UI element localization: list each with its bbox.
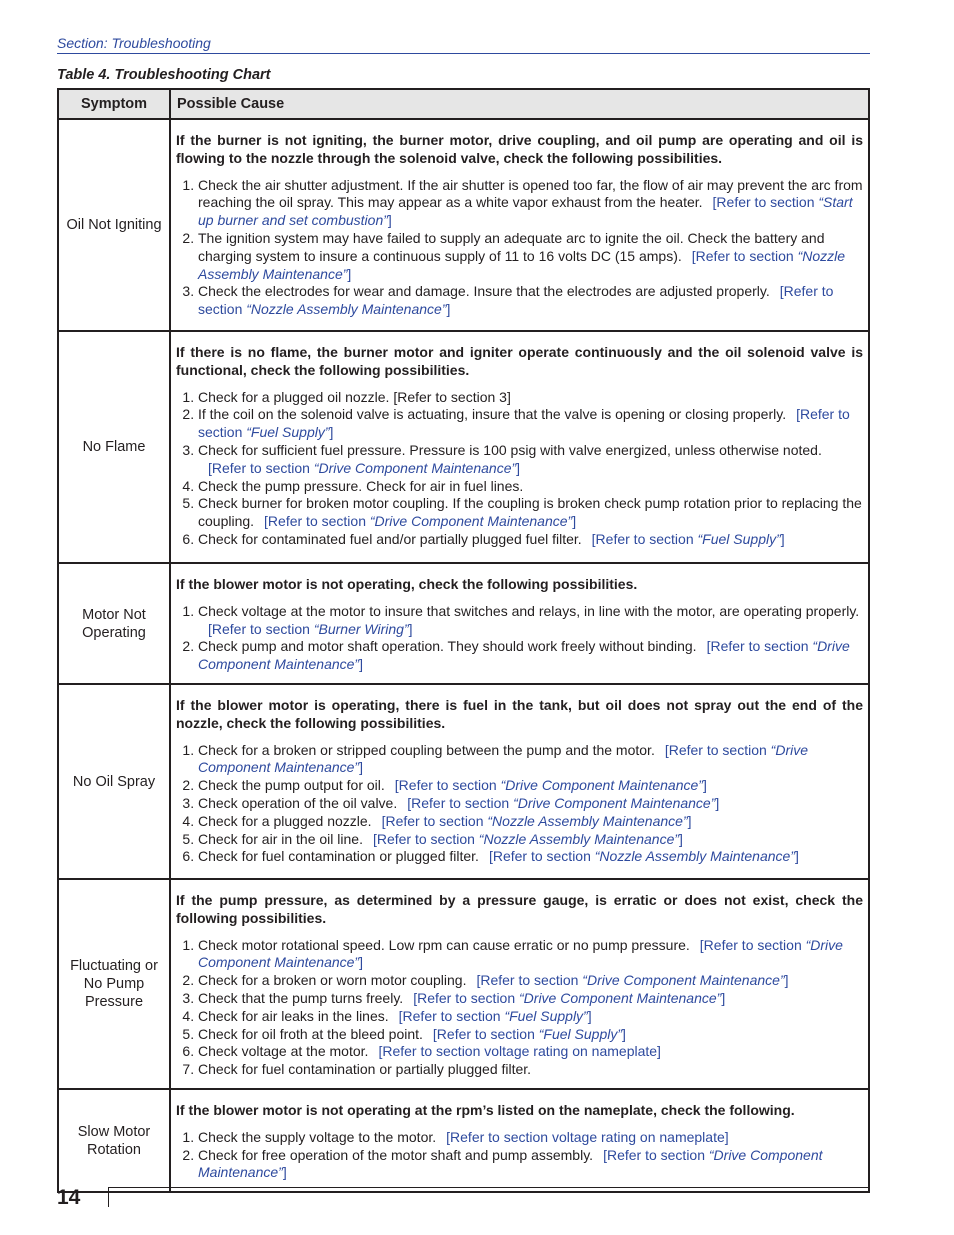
cause-list (176, 177, 863, 319)
list-item (198, 990, 863, 1008)
reference-prefix: [Refer to section (381, 812, 488, 829)
item-text: Check the pump pressure. Check for air in fuel lines. (198, 477, 524, 494)
cause-intro: If the pump pressure, as determined by a pressure gauge, is erratic or does not exist, check the following possibilities. (176, 892, 863, 926)
reference-prefix: [Refer to section (699, 936, 806, 953)
table-body (58, 119, 869, 1192)
item-text: Check for fuel contamination or partially plugged filter. (198, 1061, 532, 1078)
list-item (198, 1043, 863, 1061)
item-text: Check for air in the oil line. (198, 830, 363, 847)
cause-intro: If the burner is not igniting, the burner motor, drive coupling, and oil pump are operating and oil is flowing to the nozzle through the solenoid valve, check the following possibilities. (176, 132, 863, 166)
list-item (198, 638, 863, 674)
possible-cause-cell (170, 879, 869, 1089)
list-item (198, 1026, 863, 1044)
section-reference (407, 795, 719, 811)
symptom-cell: Fluctuating or No Pump Pressure (58, 879, 170, 1089)
reference-prefix: [Refer to section (476, 972, 583, 989)
section-header: Section: Troubleshooting (57, 35, 870, 54)
symptom-cell: No Oil Spray (58, 684, 170, 879)
item-text: Check for oil froth at the bleed point. (198, 1025, 423, 1042)
list-item (198, 442, 863, 478)
item-text: Check the electrodes for wear and damage. Insure that the electrodes are adjusted properly. (198, 283, 770, 300)
item-text: Check motor rotational speed. Low rpm can cause erratic or no pump pressure. (198, 936, 690, 953)
section-reference (373, 831, 683, 847)
reference-suffix: ] (721, 989, 726, 1006)
cause-intro: If the blower motor is operating, there is fuel in the tank, but oil does not spray out the end of the nozzle, check the following possibilities. (176, 697, 863, 731)
item-text: If the coil on the solenoid valve is actuating, insure that the valve is opening or closing properly. (198, 406, 787, 423)
reference-suffix: ] (784, 972, 789, 989)
possible-cause-cell (170, 1089, 869, 1192)
possible-cause-cell (170, 684, 869, 879)
reference-section-name: “Nozzle Assembly Maintenance” (246, 301, 447, 318)
section-reference (476, 972, 788, 988)
symptom-cell: Slow Motor Rotation (58, 1089, 170, 1192)
reference-prefix: [Refer to section voltage rating on nameplate] (378, 1043, 661, 1060)
list-item (198, 495, 863, 531)
reference-suffix: ] (347, 265, 352, 282)
table-row (58, 1089, 869, 1192)
item-text: Check for air leaks in the lines. (198, 1007, 389, 1024)
section-reference (208, 621, 413, 637)
reference-suffix: ] (408, 620, 413, 637)
item-text: Check burner for broken motor coupling. If the coupling is broken check pump rotation prior to replacing the coupling. (198, 495, 862, 530)
reference-section-name: “Drive Component Maintenance” (369, 513, 573, 530)
item-text: Check for sufficient fuel pressure. Pressure is 100 psig with valve energized, unless otherwise noted. (198, 441, 822, 458)
reference-section-name: “Fuel Supply” (697, 530, 781, 547)
list-item (198, 283, 863, 319)
item-text: Check the air shutter adjustment. If the air shutter is opened too far, the flow of air may prevent the arc from reaching the oil spray. This may appear as a white vapor exhaust from the heater. (198, 176, 863, 211)
list-item (198, 795, 863, 813)
reference-section-name: “Nozzle Assembly Maintenance” (487, 812, 688, 829)
section-reference (382, 813, 692, 829)
reference-section-name: “Drive Component Maintenance” (500, 777, 703, 794)
list-item (198, 177, 863, 230)
list-item (198, 389, 863, 407)
item-text: Check voltage at the motor. (198, 1043, 369, 1060)
possible-cause-cell (170, 331, 869, 563)
reference-suffix: ] (572, 513, 577, 530)
item-text: Check for free operation of the motor shaft and pump assembly. (198, 1146, 594, 1163)
reference-section-name: “Nozzle Assembly Maintenance” (478, 830, 680, 847)
table-row (58, 119, 869, 331)
possible-cause-cell (170, 119, 869, 331)
reference-prefix: [Refer to section (394, 777, 501, 794)
reference-section-name: “Burner Wiring” (313, 620, 409, 637)
section-reference (413, 990, 725, 1006)
cause-list (176, 603, 863, 674)
reference-prefix: [Refer to section (706, 638, 813, 655)
reference-prefix: [Refer to section (198, 283, 834, 318)
reference-prefix: [Refer to section (407, 794, 514, 811)
list-item (198, 406, 863, 442)
footer-divider-vertical (108, 1187, 109, 1207)
reference-section-name: “Drive Component Maintenance” (519, 989, 722, 1006)
reference-suffix: ] (622, 1025, 626, 1042)
reference-section-name: “Nozzle Assembly Maintenance” (594, 848, 795, 865)
item-text: Check for fuel contamination or plugged filter. (198, 848, 479, 865)
section-reference (378, 1043, 661, 1059)
item-text: Check the supply voltage to the motor. (198, 1128, 437, 1145)
list-item (198, 813, 863, 831)
section-reference (399, 1008, 592, 1024)
symptom-cell: No Flame (58, 331, 170, 563)
reference-prefix: [Refer to section (208, 459, 314, 476)
item-text: Check operation of the oil valve. (198, 794, 398, 811)
table-header-row (58, 89, 869, 119)
section-reference (395, 777, 707, 793)
reference-section-name: “Fuel Supply” (246, 424, 330, 441)
section-reference (208, 460, 520, 476)
reference-prefix: [Refer to section (591, 530, 698, 547)
reference-suffix: ] (687, 812, 692, 829)
item-text: Check for a plugged nozzle. (198, 812, 372, 829)
cause-list (176, 937, 863, 1079)
reference-suffix: ] (282, 1164, 287, 1181)
reference-suffix: ] (359, 954, 363, 971)
reference-section-name: “Fuel Supply” (538, 1025, 623, 1042)
cause-list (176, 1129, 863, 1182)
column-header-possible-cause: Possible Cause (170, 89, 869, 119)
item-text: Check for contaminated fuel and/or partially plugged fuel filter. (198, 530, 582, 547)
reference-prefix: [Refer to section (198, 406, 850, 441)
reference-prefix: [Refer to section (372, 830, 479, 847)
list-item (198, 230, 863, 283)
reference-suffix: ] (780, 530, 785, 547)
list-item (198, 831, 863, 849)
item-text: The ignition system may have failed to supply an adequate arc to ignite the oil. Check the battery and charging system to insure a continuous supply of 11 to 16 volts DC (15 amps). (198, 229, 825, 264)
reference-prefix: [Refer to section (691, 247, 798, 264)
list-item (198, 972, 863, 990)
reference-prefix: [Refer to section (398, 1007, 505, 1024)
list-item (198, 1147, 863, 1183)
section-reference (446, 1129, 729, 1145)
section-reference (264, 513, 576, 529)
cause-intro: If the blower motor is not operating, check the following possibilities. (176, 576, 638, 592)
symptom-cell: Oil Not Igniting (58, 119, 170, 331)
table-caption: Table 4. Troubleshooting Chart (57, 67, 271, 83)
item-text: Check for a broken or stripped coupling between the pump and the motor. (198, 741, 655, 758)
reference-suffix: ] (446, 301, 451, 318)
reference-section-name: “Drive Component Maintenance” (582, 972, 785, 989)
section-reference (433, 1026, 626, 1042)
section-reference (489, 848, 799, 864)
reference-section-name: “Fuel Supply” (504, 1007, 588, 1024)
item-text: Check for a plugged oil nozzle. [Refer to section 3] (198, 388, 511, 405)
list-item (198, 603, 863, 639)
list-item (198, 531, 863, 549)
list-item (198, 848, 863, 866)
item-text: Check voltage at the motor to insure that switches and relays, in line with the motor, are operating properly. (198, 602, 860, 619)
table-row (58, 331, 869, 563)
reference-suffix: ] (587, 1007, 592, 1024)
cause-list (176, 389, 863, 549)
list-item (198, 1008, 863, 1026)
reference-prefix: [Refer to section (264, 513, 370, 530)
reference-prefix: [Refer to section (413, 989, 520, 1006)
list-item (198, 1129, 863, 1147)
reference-suffix: ] (387, 212, 392, 229)
column-header-symptom: Symptom (58, 89, 170, 119)
reference-suffix: ] (715, 794, 720, 811)
reference-suffix: ] (359, 656, 363, 673)
list-item (198, 1061, 863, 1079)
list-item (198, 742, 863, 778)
cause-list (176, 742, 863, 867)
troubleshooting-table (57, 88, 870, 1193)
item-text: Check pump and motor shaft operation. They should work freely without binding. (198, 638, 697, 655)
reference-section-name: “Drive Component Maintenance” (198, 1146, 823, 1181)
table-row (58, 879, 869, 1089)
list-item (198, 478, 863, 496)
reference-suffix: ] (679, 830, 683, 847)
reference-section-name: “Drive Component Maintenance” (198, 638, 850, 673)
reference-prefix: [Refer to section (603, 1146, 709, 1163)
table-row (58, 684, 869, 879)
reference-suffix: ] (359, 759, 363, 776)
table-row (58, 563, 869, 684)
reference-section-name: “Drive Component Maintenance” (513, 794, 716, 811)
possible-cause-cell (170, 563, 869, 684)
reference-suffix: ] (702, 777, 707, 794)
item-text: Check for a broken or worn motor coupling. (198, 972, 467, 989)
reference-suffix: ] (329, 424, 334, 441)
reference-section-name: “Drive Component Maintenance” (313, 459, 517, 476)
list-item (198, 937, 863, 973)
reference-section-name: “Drive Component Maintenance” (198, 741, 809, 776)
reference-prefix: [Refer to section (208, 620, 314, 637)
reference-prefix: [Refer to section voltage rating on nameplate] (446, 1128, 729, 1145)
list-item (198, 777, 863, 795)
reference-section-name: “Start up burner and set combustion” (198, 194, 853, 229)
reference-prefix: [Refer to section (664, 741, 771, 758)
item-text: Check the pump output for oil. (198, 777, 385, 794)
cause-intro: If the blower motor is not operating at the rpm’s listed on the nameplate, check the following. (176, 1101, 795, 1118)
page-number: 14 (57, 1186, 81, 1209)
reference-section-name: “Drive Component Maintenance” (198, 936, 843, 971)
reference-prefix: [Refer to section (712, 194, 819, 211)
reference-suffix: ] (795, 848, 799, 865)
cause-intro: If there is no flame, the burner motor and igniter operate continuously and the oil solenoid valve is functional, check the following possibilities. (176, 344, 863, 378)
reference-prefix: [Refer to section (432, 1025, 539, 1042)
reference-suffix: ] (516, 459, 521, 476)
reference-section-name: “Nozzle Assembly Maintenance” (198, 247, 846, 282)
footer-divider-horizontal (108, 1187, 870, 1188)
reference-prefix: [Refer to section (488, 848, 595, 865)
item-text: Check that the pump turns freely. (198, 989, 404, 1006)
section-reference (592, 531, 785, 547)
symptom-cell: Motor Not Operating (58, 563, 170, 684)
